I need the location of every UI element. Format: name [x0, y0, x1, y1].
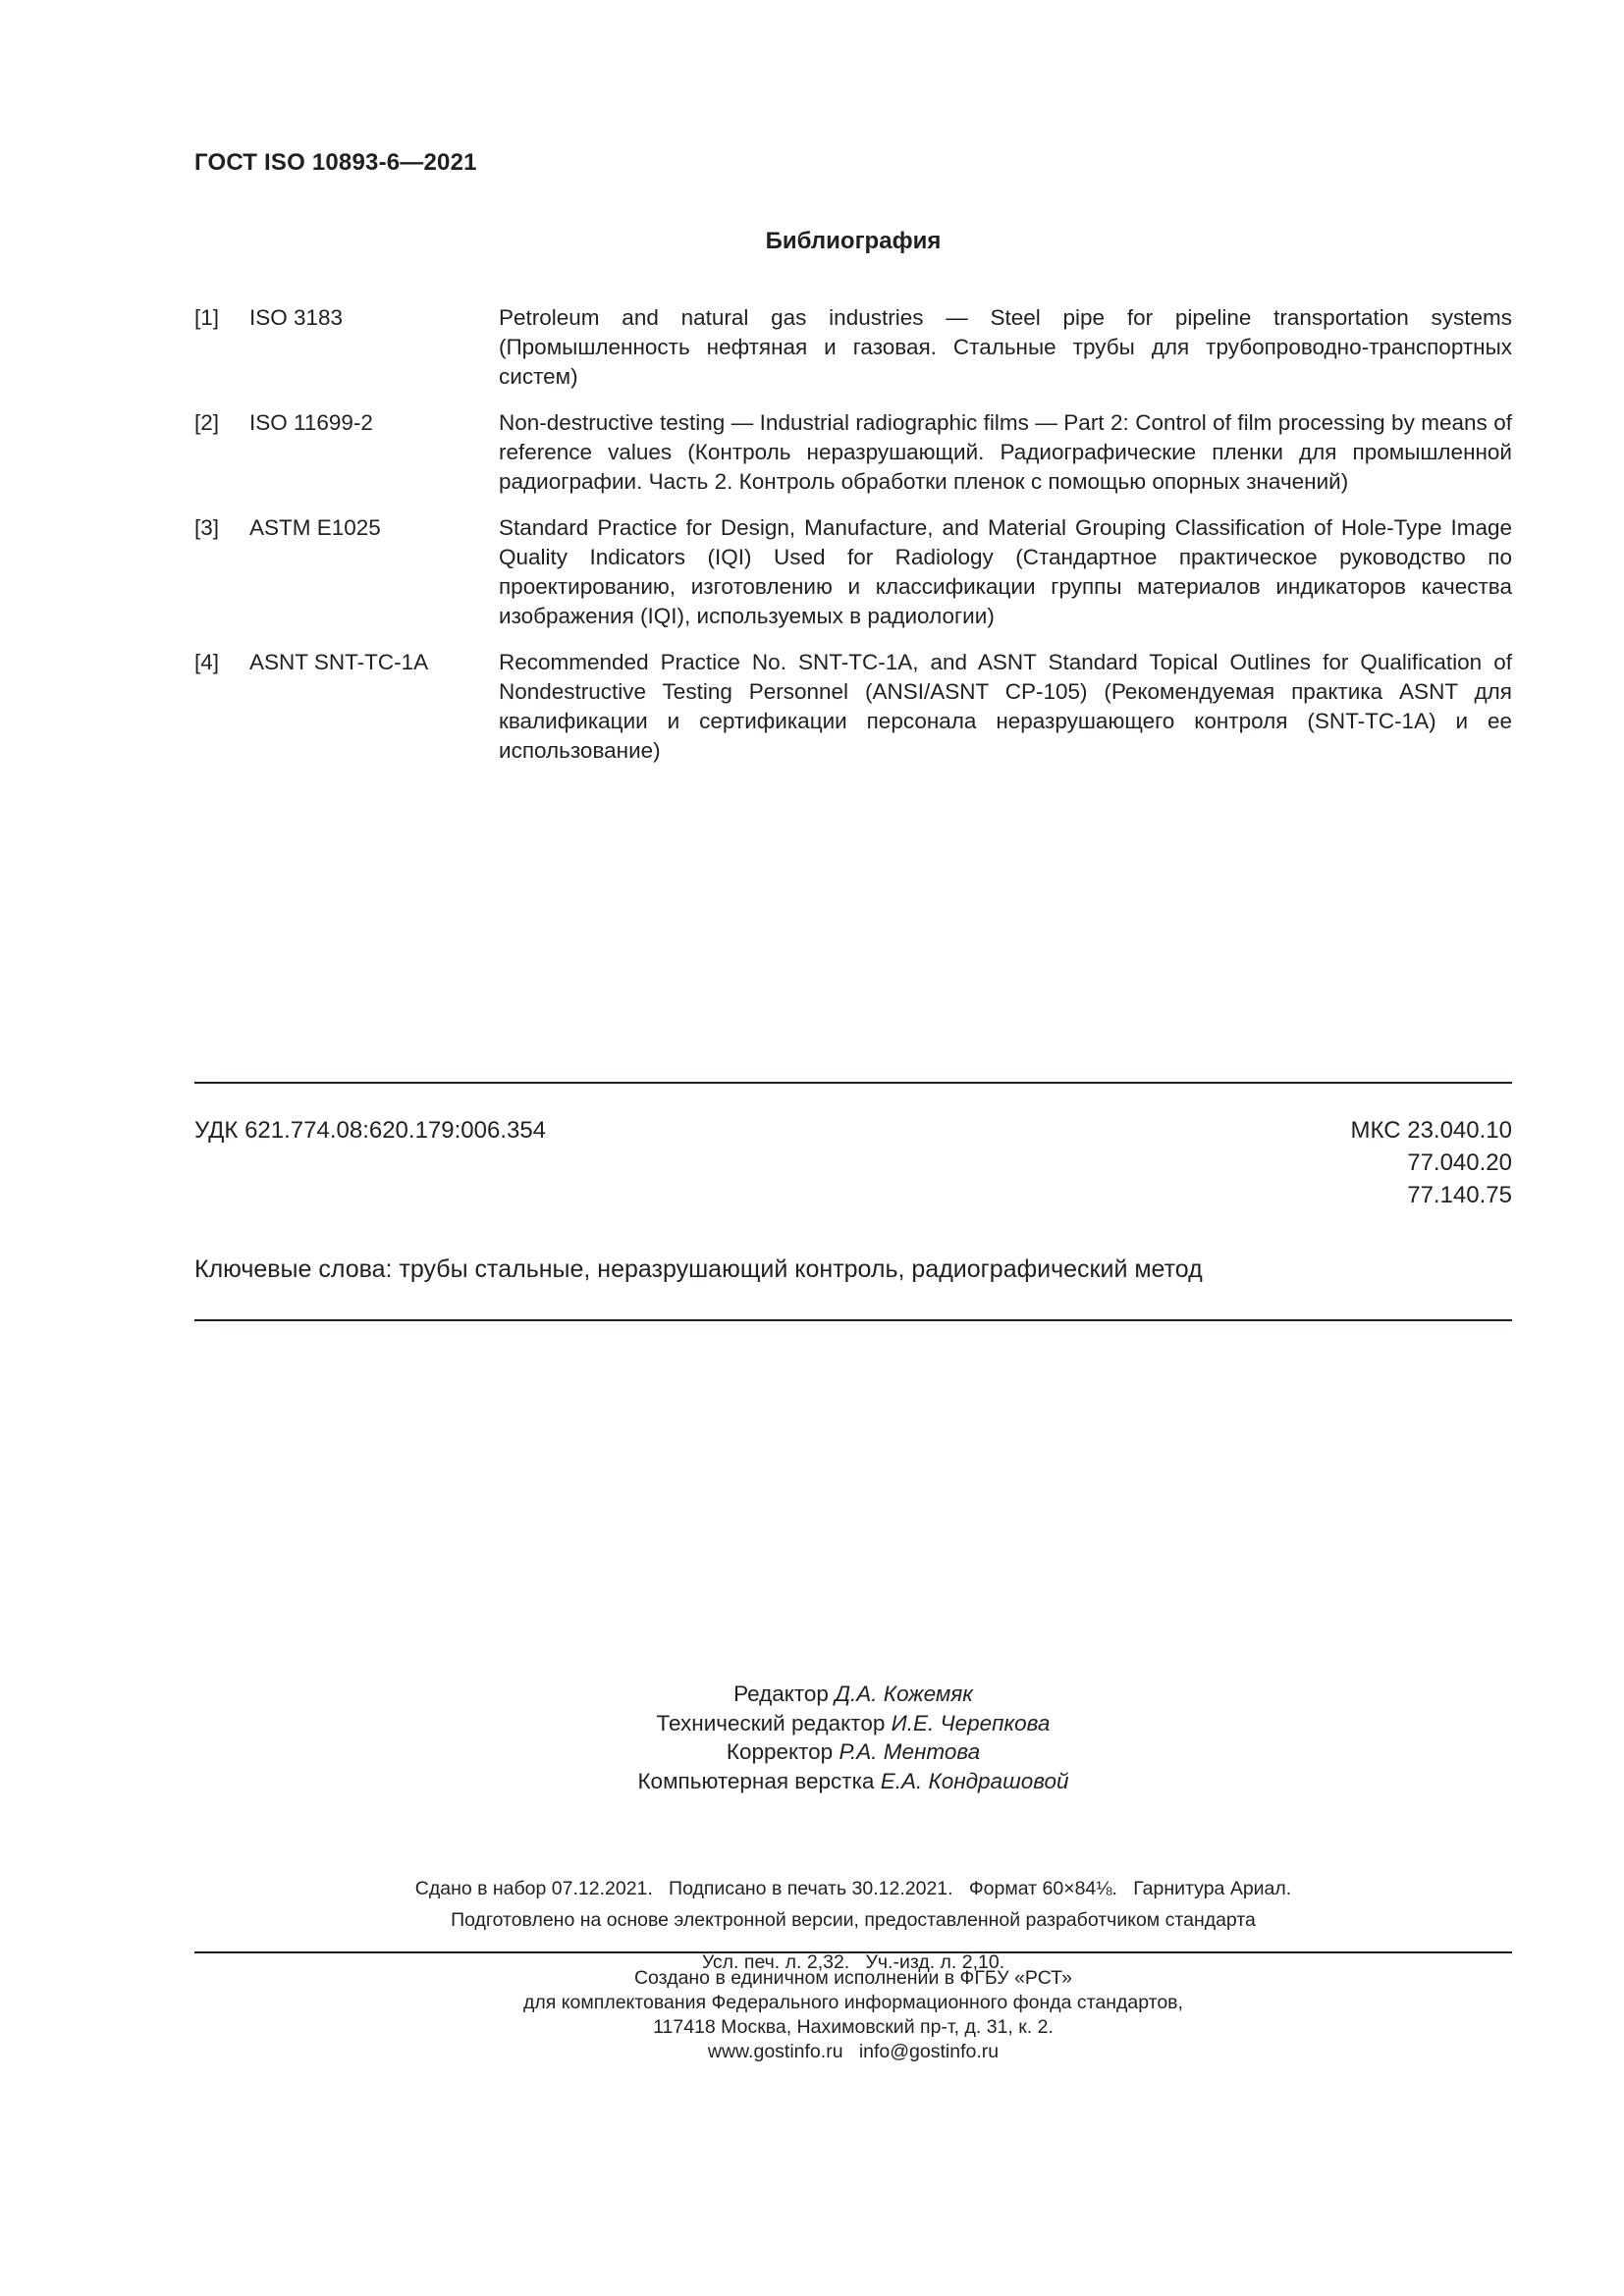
- credit-role: Редактор: [733, 1682, 829, 1706]
- credit-person: Е.А. Кондрашовой: [880, 1768, 1069, 1793]
- keywords: Ключевые слова: трубы стальные, неразрушающий контроль, радиографический метод: [194, 1255, 1203, 1283]
- divider-top: [194, 1082, 1512, 1084]
- credit-line: [194, 1680, 1512, 1709]
- entry-code: ASTM E1025: [249, 515, 381, 540]
- credit-role: Компьютерная верстка: [637, 1768, 875, 1793]
- bibliography-entry: [194, 408, 1512, 497]
- footer-line: Создано в единичном исполнении в ФГБУ «РСТ»: [633, 1967, 1073, 1989]
- credit-role: Технический редактор: [656, 1710, 886, 1735]
- footer-line: для комплектования Федерального информационного фонда стандартов,: [523, 1992, 1183, 2013]
- entry-number: [4]: [194, 650, 220, 674]
- credit-line: [194, 1709, 1512, 1738]
- credit-person: И.Е. Черепкова: [891, 1710, 1051, 1735]
- entry-number: [1]: [194, 305, 220, 330]
- mks-code: 77.140.75: [1407, 1182, 1512, 1208]
- entry-text: Standard Practice for Design, Manufacture, and Material Grouping Classification of Hole-Type Image Quality Indicators (IQI) Used for Radiology (Стандартное практическое руководство по проектированию, изготовлению и классификации группы материалов индикаторов качества изображения (IQI), используемых в радиологии): [499, 515, 1512, 628]
- document-id: ГОСТ ISO 10893-6—2021: [194, 149, 477, 176]
- publisher-footer: [194, 1966, 1512, 2064]
- footer-links: [194, 2040, 1512, 2064]
- divider-middle: [194, 1319, 1512, 1321]
- udk-code: УДК 621.774.08:620.179:006.354: [194, 1117, 547, 1144]
- entry-code: ISO 3183: [249, 305, 344, 330]
- credit-person: Д.А. Кожемяк: [835, 1682, 973, 1706]
- footer-address: 117418 Москва, Нахимовский пр-т, д. 31, к. 2.: [653, 2016, 1054, 2038]
- bibliography-entry: [194, 513, 1512, 631]
- entry-number: [2]: [194, 410, 220, 435]
- credit-person: Р.А. Ментова: [839, 1739, 981, 1764]
- credit-line: [194, 1767, 1512, 1796]
- bibliography-entry: [194, 303, 1512, 392]
- entry-text: Recommended Practice No. SNT-TC-1A, and ASNT Standard Topical Outlines for Qualification of Nondestructive Testing Personnel (ANSI/ASNT CP-105) (Рекомендуемая практика ASNT для квалификации и сертификации персонала неразрушающего контроля (SNT-TC-1A) и ее использование): [499, 650, 1512, 763]
- credits: [194, 1680, 1512, 1795]
- entry-code: ASNT SNT-TC-1A: [249, 650, 429, 674]
- mks-codes: [1351, 1114, 1512, 1211]
- entry-number: [3]: [194, 515, 220, 540]
- entry-text: Petroleum and natural gas industries — Steel pipe for pipeline transportation systems (Промышленность нефтяная и газовая. Стальные трубы для трубопроводно-транспортных систем): [499, 305, 1512, 389]
- prepared-note: Подготовлено на основе электронной версии, предоставленной разработчиком стандарта: [451, 1909, 1256, 1931]
- website-link[interactable]: www.gostinfo.ru: [707, 2041, 843, 2062]
- bibliography-entry: [194, 648, 1512, 766]
- bibliography-title: Библиография: [765, 228, 942, 254]
- mks-code: МКС 23.040.10: [1350, 1117, 1512, 1144]
- print-info-line: Сдано в набор 07.12.2021. Подписано в печать 30.12.2021. Формат 60×84⅛. Гарнитура Ариал.: [414, 1878, 1292, 1899]
- credit-line: [194, 1737, 1512, 1767]
- bibliography-list: [194, 303, 1512, 782]
- credit-role: Корректор: [726, 1739, 834, 1764]
- print-info-line: Усл. печ. л. 2,32. Уч.-изд. л. 2,10.: [701, 1951, 1005, 1973]
- divider-bottom: [194, 1951, 1512, 1953]
- entry-code: ISO 11699-2: [249, 410, 373, 435]
- mks-code: 77.040.20: [1407, 1149, 1512, 1176]
- entry-text: Non-destructive testing — Industrial radiographic films — Part 2: Control of film processing by means of reference values (Контроль неразрушающий. Радиографические пленки для промышленной радиографии. Часть 2. Контроль обработки пленок с помощью опорных значений): [499, 410, 1512, 494]
- email-link[interactable]: info@gostinfo.ru: [858, 2041, 1000, 2062]
